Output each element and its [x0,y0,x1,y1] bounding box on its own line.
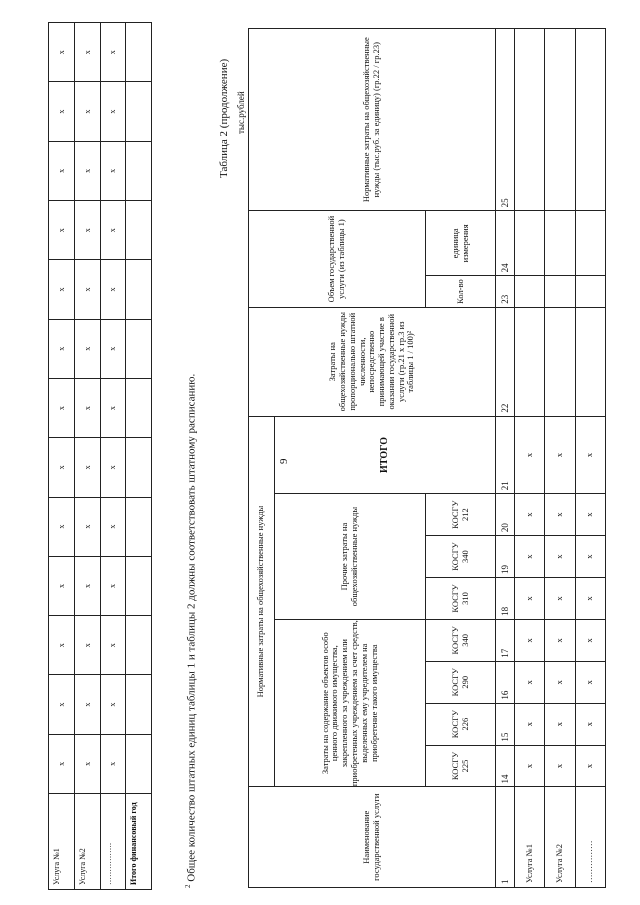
top-table-cell: x [74,82,100,141]
kosgu-header: КОСГУ 340 [426,619,496,661]
column-number: 20 [496,494,515,536]
column-number: 25 [496,29,515,211]
top-table-cell: x [74,675,100,734]
top-table-cell [126,23,152,82]
top-table-cell: x [49,556,75,615]
top-table-cell: x [100,438,126,497]
top-table-row [126,23,152,890]
top-table-row [100,23,126,890]
top-table-cell: x [49,734,75,793]
top-row-label: Услуга №1 [49,794,75,890]
main-table-cell: x [515,578,545,620]
column-number: 16 [496,661,515,703]
main-table-cell: x [575,578,605,620]
itogo-header: ИТОГО [274,416,496,494]
top-table-cell: x [100,82,126,141]
footnote-marker: 2 [184,884,192,888]
top-table-cell [126,82,152,141]
main-table-cell: x [575,536,605,578]
top-table-cell [126,141,152,200]
top-table-cell: x [74,378,100,437]
main-table-cell [575,29,605,211]
main-table-cell [575,211,605,276]
top-table-cell [126,201,152,260]
table-caption: Таблица 2 (продолжение) [218,58,230,178]
top-table-cell: x [100,497,126,556]
main-table-cell: x [575,703,605,745]
column-number: 24 [496,211,515,276]
main-table-cell [545,307,575,416]
top-table-cell: x [74,23,100,82]
top-table-cell [126,556,152,615]
main-row-label: …………… [575,787,605,888]
top-table-row [49,23,75,890]
main-table-cell: x [545,536,575,578]
column-number: 17 [496,619,515,661]
main-table-cell: x [575,661,605,703]
top-row-label: Итого финансовый год [126,794,152,890]
col-unit-header: единица измерения [426,211,496,276]
main-table-cell: x [545,745,575,787]
top-row-label: Услуга №2 [74,794,100,890]
main-table-cell: x [575,745,605,787]
top-table-cell: x [74,616,100,675]
main-table-row [515,29,545,888]
main-table-cell [545,211,575,276]
top-table-container [48,22,152,890]
main-table-cell: x [515,494,545,536]
col-normative-header: Нормативные затраты на общехозяйственные нужды (тыс.руб. за единицу) (гр.22 / гр.23) [249,29,496,211]
main-table-container [248,28,606,888]
group-property-header: Затраты на содержание объектов особо ценного движимого имущества, закрепленного за учреждением или приобретенных учреждением за счет средств, выделенных ему учредителем на приобретение такого имущества [274,619,426,787]
top-table-cell: x [74,734,100,793]
top-table-cell: x [100,260,126,319]
main-table-cell [575,276,605,307]
top-table-cell: x [100,556,126,615]
col-proportional-header: Затраты на общехозяйственные нужды пропорционально штатной численности, непосредственно принимающей участие в оказании государственной услуги (гр.21 x гр.3 из таблицы 1 / 100)² [249,307,496,416]
main-table-cell [575,307,605,416]
column-number: 14 [496,745,515,787]
top-table-cell: x [49,675,75,734]
top-table-cell [126,319,152,378]
top-table-cell: x [49,23,75,82]
main-table-row [575,29,605,888]
kosgu-header: КОСГУ 340 [426,536,496,578]
column-number: 23 [496,276,515,307]
top-table [48,22,152,890]
top-table-cell: x [74,141,100,200]
main-table-cell [515,276,545,307]
main-table-cell: x [545,661,575,703]
top-table-cell: x [100,141,126,200]
column-numbers-row [496,29,515,888]
top-table-cell: x [49,616,75,675]
footnote-text: Общее количество штатных единиц таблицы 1 и таблицы 2 должны соответствовать штатному расписанию. [185,373,198,882]
main-table-cell: x [545,494,575,536]
top-table-cell: x [49,201,75,260]
main-table-cell [515,29,545,211]
main-table-cell: x [515,619,545,661]
top-table-cell: x [100,23,126,82]
main-table-cell: x [575,619,605,661]
main-table-cell: x [545,703,575,745]
top-table-cell: x [49,497,75,556]
top-table-cell: x [100,378,126,437]
table-units: тыс.рублей [236,91,246,134]
top-table-cell: x [74,201,100,260]
top-table-cell [126,260,152,319]
column-number: 15 [496,703,515,745]
top-table-cell: x [100,201,126,260]
main-table-cell [515,211,545,276]
page-number: 9 [278,458,290,464]
main-row-label: Услуга №1 [515,787,545,888]
top-table-row [74,23,100,890]
top-table-cell: x [49,319,75,378]
top-table-cell: x [74,556,100,615]
main-table-cell: x [545,619,575,661]
top-table-cell: x [49,438,75,497]
main-table-cell: x [515,416,545,494]
kosgu-header: КОСГУ 212 [426,494,496,536]
top-table-cell: x [74,497,100,556]
column-number: 21 [496,416,515,494]
top-table-cell: x [100,319,126,378]
kosgu-header: КОСГУ 290 [426,661,496,703]
top-table-cell [126,675,152,734]
main-table-cell [545,29,575,211]
column-number: 18 [496,578,515,620]
main-table-cell: x [575,494,605,536]
main-table-cell: x [515,703,545,745]
kosgu-header: КОСГУ 226 [426,703,496,745]
main-table-row [545,29,575,888]
top-table-cell: x [100,675,126,734]
col-volume-header: Объем государственной услуги (из таблицы 1) [249,211,426,307]
top-table-cell: x [49,260,75,319]
column-number: 1 [496,787,515,888]
main-table-cell: x [545,578,575,620]
top-table-cell: x [74,260,100,319]
footnote [184,28,198,888]
top-table-cell: x [49,378,75,437]
col-service-header: Наименование государственной услуги [249,787,496,888]
main-table [248,28,606,888]
top-table-cell: x [74,319,100,378]
main-table-cell: x [515,536,545,578]
top-table-cell [126,438,152,497]
group-other-header: Прочие затраты на общехозяйственные нужды [274,494,426,620]
main-table-cell [545,276,575,307]
top-table-cell [126,497,152,556]
main-table-cell: x [575,416,605,494]
main-row-label: Услуга №2 [545,787,575,888]
main-table-cell: x [515,745,545,787]
col-qty-header: Кол-во [426,276,496,307]
top-table-cell [126,734,152,793]
main-table-cell: x [545,416,575,494]
top-table-cell: x [74,438,100,497]
kosgu-header: КОСГУ 310 [426,578,496,620]
column-number: 22 [496,307,515,416]
top-table-cell [126,378,152,437]
top-table-cell: x [49,82,75,141]
main-table-cell [515,307,545,416]
top-table-cell: x [100,734,126,793]
main-table-cell: x [515,661,545,703]
kosgu-header: КОСГУ 225 [426,745,496,787]
top-table-cell [126,616,152,675]
top-table-cell: x [49,141,75,200]
top-row-label: ……………. [100,794,126,890]
top-table-cell: x [100,616,126,675]
group-normative-header: Нормативные затраты на общехозяйственные нужды [249,416,275,787]
column-number: 19 [496,536,515,578]
